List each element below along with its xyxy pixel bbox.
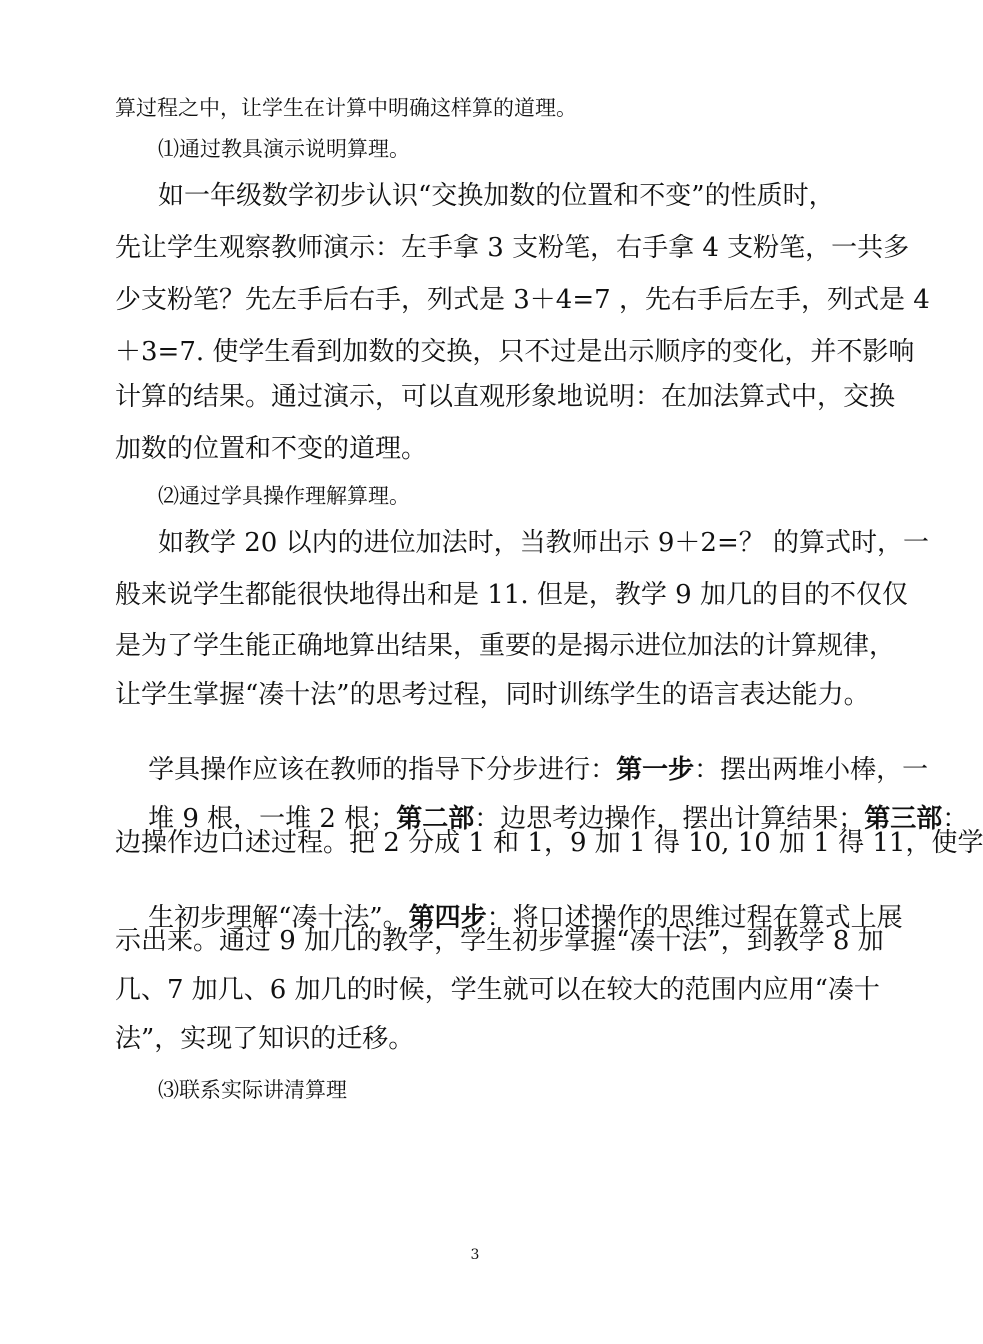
text-run: 生初步理解“凑十法”。 <box>148 903 409 933</box>
text-line: 先让学生观察教师演示：左手拿 3 支粉笔，右手拿 4 支粉笔，一共多 <box>115 233 910 263</box>
text-run: 学具操作应该在教师的指导下分步进行： <box>148 755 617 785</box>
text-run: ：将口述操作的思维过程在算式上展 <box>486 903 903 933</box>
text-line: ＋3=7. 使学生看到加数的交换，只不过是出示顺序的变化，并不影响 <box>115 337 915 367</box>
text-line: 边操作边口述过程。把 2 分成 1 和 1，9 加 1 得 10, 10 加 1 得 11，使学 <box>115 828 983 858</box>
text-line: 般来说学生都能很快地得出和是 11. 但是，教学 9 加几的目的不仅仅 <box>115 580 908 610</box>
step-label: 第四步 <box>408 903 487 933</box>
text-line: 几、7 加几、6 加几的时候，学生就可以在较大的范围内应用“凑十 <box>115 975 880 1005</box>
section-heading: ⑴通过教具演示说明算理。 <box>158 137 410 161</box>
text-line: 示出来。通过 9 加几的教学，学生初步掌握“凑十法”，到教学 8 加 <box>115 926 884 956</box>
step-label: 第三部 <box>864 804 943 834</box>
text-line: 如教学 20 以内的进位加法时，当教师出示 9＋2=？ 的算式时，一 <box>158 528 930 558</box>
text-line: 加数的位置和不变的道理。 <box>115 434 428 464</box>
section-heading: ⑶联系实际讲清算理 <box>158 1078 347 1102</box>
text-line: 是为了学生能正确地算出结果，重要的是揭示进位加法的计算规律， <box>115 631 896 661</box>
text-run: ： <box>942 804 969 834</box>
text-run: ：摆出两堆小棒，一 <box>694 755 929 785</box>
text-line: 让学生掌握“凑十法”的思考过程，同时训练学生的语言表达能力。 <box>115 680 870 710</box>
text-run: 堆 9 根，一堆 2 根； <box>148 804 397 834</box>
text-line: 计算的结果。通过演示，可以直观形象地说明：在加法算式中，交换 <box>115 382 896 412</box>
step-label: 第二部 <box>396 804 475 834</box>
section-heading: ⑵通过学具操作理解算理。 <box>158 484 410 508</box>
page-number: 3 <box>470 1247 480 1263</box>
text-run: ：边思考边操作，摆出计算结果； <box>474 804 865 834</box>
text-line: 如一年级数学初步认识“交换加数的位置和不变”的性质时， <box>158 181 835 211</box>
step-label: 第一步 <box>616 755 695 785</box>
text-line: 少支粉笔？先左手后右手，列式是 3＋4=7 ，先右手后左手，列式是 4 <box>115 285 930 315</box>
text-line: 法”，实现了知识的迁移。 <box>115 1024 415 1054</box>
text-line: 算过程之中，让学生在计算中明确这样算的道理。 <box>115 96 577 120</box>
